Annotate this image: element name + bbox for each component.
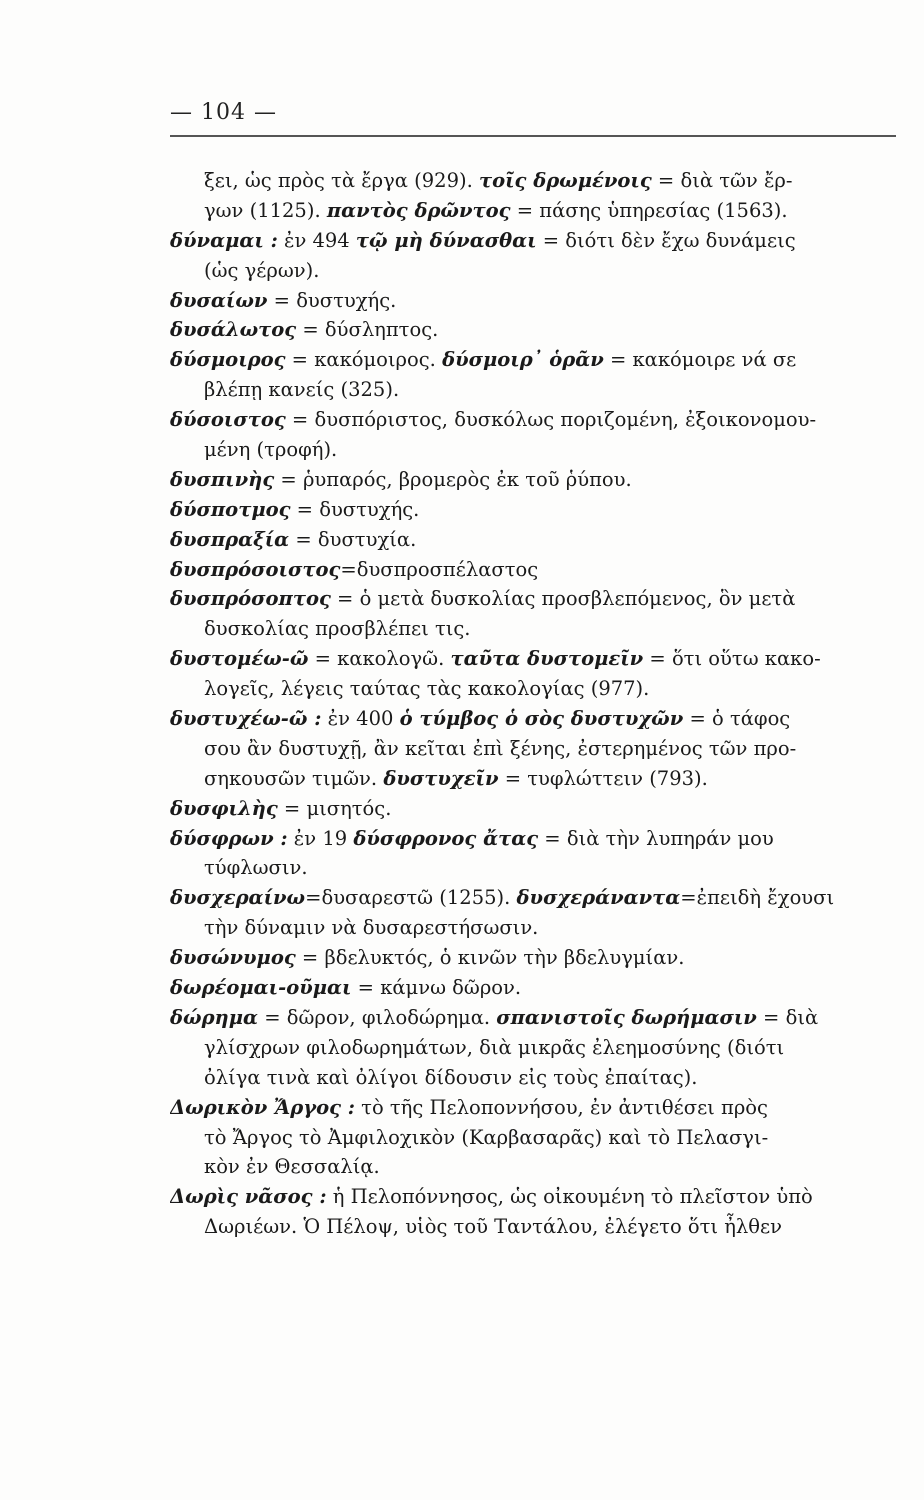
text-line xyxy=(170,196,882,226)
headword: τῷ μὴ δύνασθαι xyxy=(355,228,537,252)
headword: τοῖς δρωμένοις xyxy=(478,169,652,192)
definition-text: = κακόμοιρος. xyxy=(285,348,443,372)
definition-text: =ἐπειδὴ ἔχουσι xyxy=(680,886,835,910)
headword: δώρημα xyxy=(170,1005,258,1029)
text-line xyxy=(170,853,882,883)
headword: ὁ τύμβος ὁ σὸς δυστυχῶν xyxy=(399,707,684,731)
definition-text: γων (1125). xyxy=(204,198,327,222)
definition-text: = μισητός. xyxy=(277,796,392,820)
headword: Δωρικὸν Ἄργος : xyxy=(170,1095,355,1119)
headword: δυστυχέω-ῶ : xyxy=(170,707,322,731)
definition-text: = ὁ μετὰ δυσκολίας προσβλεπόμενος, ὃν μετὰ xyxy=(330,587,796,611)
text-line xyxy=(170,345,882,375)
text-line xyxy=(170,943,882,973)
definition-text: = διὰ τὴν λυπηράν μου xyxy=(538,826,774,850)
definition-text: ἐν 19 xyxy=(287,826,354,850)
definition-text: = δυστυχία. xyxy=(289,527,417,551)
text-line xyxy=(170,435,882,465)
definition-text: = τυφλώττειν (793). xyxy=(498,766,708,790)
text-line xyxy=(170,1003,882,1033)
text-line xyxy=(170,794,882,824)
headword: ταῦτα δυστομεῖν xyxy=(450,647,644,671)
text-line xyxy=(170,764,882,794)
definition-text: ὀλίγα τινὰ καὶ ὀλίγοι δίδουσιν εἰς τοὺς ἐπαίτας). xyxy=(204,1065,698,1089)
definition-text: τὸ τῆς Πελοποννήσου, ἐν ἀντιθέσει πρὸς xyxy=(354,1095,768,1119)
definition-text: = δυστυχής. xyxy=(267,288,397,312)
text-line xyxy=(170,734,882,764)
text-line xyxy=(170,1182,882,1212)
text-line xyxy=(170,375,882,405)
headword: δύναμαι : xyxy=(170,228,278,252)
definition-text: ἡ Πελοπόννησος, ὡς οἰκουμένη τὸ πλεῖστον ὑπὸ xyxy=(326,1185,813,1209)
definition-text: = ῥυπαρός, βρομερὸς ἐκ τοῦ ῥύπου. xyxy=(274,467,632,491)
text-line xyxy=(170,286,882,316)
definition-text: λογεῖς, λέγεις ταύτας τὰς κακολογίας (977). xyxy=(204,677,650,701)
text-line xyxy=(170,495,882,525)
headword: δωρέομαι-οῦμαι xyxy=(170,976,352,1000)
definition-text: =δυσπροσπέλαστος xyxy=(340,557,539,581)
definition-text: =δυσαρεστῶ (1255). xyxy=(305,886,517,910)
definition-text: = κακολογῶ. xyxy=(308,647,451,671)
text-line xyxy=(170,226,882,256)
definition-text: ξει, ὡς πρὸς τὰ ἔργα (929). xyxy=(204,169,479,192)
headword: δυσπρόσοπτος xyxy=(170,587,331,611)
definition-text: = διότι δὲν ἔχω δυνάμεις xyxy=(536,228,796,252)
text-line xyxy=(170,913,882,943)
definition-text: τύφλωσιν. xyxy=(204,856,308,880)
headword: δύσμοιρ᾽ ὁρᾶν xyxy=(442,348,604,372)
headword: δυσπινὴς xyxy=(170,467,275,491)
text-line xyxy=(170,1093,882,1123)
definition-text: βλέπῃ κανείς (325). xyxy=(204,378,400,402)
headword: δυσπραξία xyxy=(170,527,290,551)
definition-text: = πάσης ὑπηρεσίας (1563). xyxy=(510,198,788,222)
headword: Δωρὶς νᾶσος : xyxy=(170,1185,327,1209)
headword: δυσάλωτος xyxy=(170,318,297,342)
definition-text: = βδελυκτός, ὁ κινῶν τὴν βδελυγμίαν. xyxy=(295,946,685,970)
text-line xyxy=(170,555,882,585)
text-line xyxy=(170,883,882,913)
headword: δυστομέω-ῶ xyxy=(170,647,309,671)
text-line xyxy=(170,525,882,555)
definition-text: τὴν δύναμιν νὰ δυσαρεστήσωσιν. xyxy=(204,916,539,940)
headword: δύσποτμος xyxy=(170,497,291,521)
text-line xyxy=(170,256,882,286)
text-line xyxy=(170,674,882,704)
headword: δυσαίων xyxy=(170,288,268,312)
definition-text: Δωριέων. Ὁ Πέλοψ, υἱὸς τοῦ Ταντάλου, ἐλέγετο ὅτι ἦλθεν xyxy=(204,1215,782,1239)
text-line xyxy=(170,824,882,854)
text-line xyxy=(170,704,882,734)
text-line xyxy=(170,584,882,614)
definition-text: μένη (τροφή). xyxy=(204,438,338,462)
definition-text: = ὅτι οὕτω κακο- xyxy=(643,647,821,671)
headword: δύσμοιρος xyxy=(170,348,286,372)
header-rule xyxy=(170,135,896,137)
text-line xyxy=(170,1152,882,1182)
definition-text: (ὡς γέρων). xyxy=(204,258,320,282)
definition-text: ἐν 400 xyxy=(321,707,400,731)
definition-text: σου ἂν δυστυχῇ, ἂν κεῖται ἐπὶ ξένης, ἐστερημένος τῶν προ- xyxy=(204,736,797,760)
definition-text: σηκουσῶν τιμῶν. xyxy=(204,766,384,790)
headword: σπανιστοῖς δωρήμασιν xyxy=(496,1005,757,1029)
text-line xyxy=(170,405,882,435)
definition-text: = δῶρον, φιλοδώρημα. xyxy=(258,1005,497,1029)
text-line xyxy=(170,1212,882,1242)
text-line xyxy=(170,1033,882,1063)
text-line xyxy=(170,973,882,1003)
headword: δύσφρονος ἄτας xyxy=(353,826,539,850)
definition-text: = δυσπόριστος, δυσκόλως ποριζομένη, ἐξοικονομου- xyxy=(285,408,817,432)
headword: δυστυχεῖν xyxy=(383,766,499,790)
definition-text: = ὁ τάφος xyxy=(683,707,791,731)
definition-text: δυσκολίας προσβλέπει τις. xyxy=(204,617,471,641)
definition-text: ἐν 494 xyxy=(277,228,356,252)
definition-text: = κακόμοιρε νά σε xyxy=(603,348,797,372)
text-line xyxy=(170,1063,882,1093)
definition-text: = κάμνω δῶρον. xyxy=(351,976,522,1000)
definition-text: = δυστυχής. xyxy=(290,497,420,521)
definition-text: = διὰ τῶν ἔρ- xyxy=(651,169,793,192)
headword: δυσχεραίνω xyxy=(170,886,306,910)
headword: δυσχεράναντα xyxy=(516,886,681,910)
text-line xyxy=(170,644,882,674)
headword: δυσώνυμος xyxy=(170,946,296,970)
definition-text: = δύσληπτος. xyxy=(296,318,439,342)
headword: δυσπρόσοιστος xyxy=(170,557,341,581)
headword: παντὸς δρῶντος xyxy=(326,198,511,222)
text-line xyxy=(170,1123,882,1153)
headword: δύσφρων : xyxy=(170,826,288,850)
definition-text: κὸν ἐν Θεσσαλίᾳ. xyxy=(204,1155,380,1179)
headword: δυσφιλὴς xyxy=(170,796,278,820)
headword: δύσοιστος xyxy=(170,408,286,432)
definition-text: τὸ Ἄργος τὸ Ἀμφιλοχικὸν (Καρβασαρᾶς) καὶ τὸ Πελασγι- xyxy=(204,1125,769,1149)
page-number: — 104 — xyxy=(170,100,277,125)
text-line xyxy=(170,315,882,345)
definition-text: = διὰ xyxy=(756,1005,819,1029)
definition-text: γλίσχρων φιλοδωρημάτων, διὰ μικρᾶς ἐλεημοσύνης (διότι xyxy=(204,1035,785,1059)
text-line xyxy=(170,465,882,495)
glossary-text xyxy=(170,166,882,1242)
text-line xyxy=(170,166,882,196)
text-line xyxy=(170,614,882,644)
